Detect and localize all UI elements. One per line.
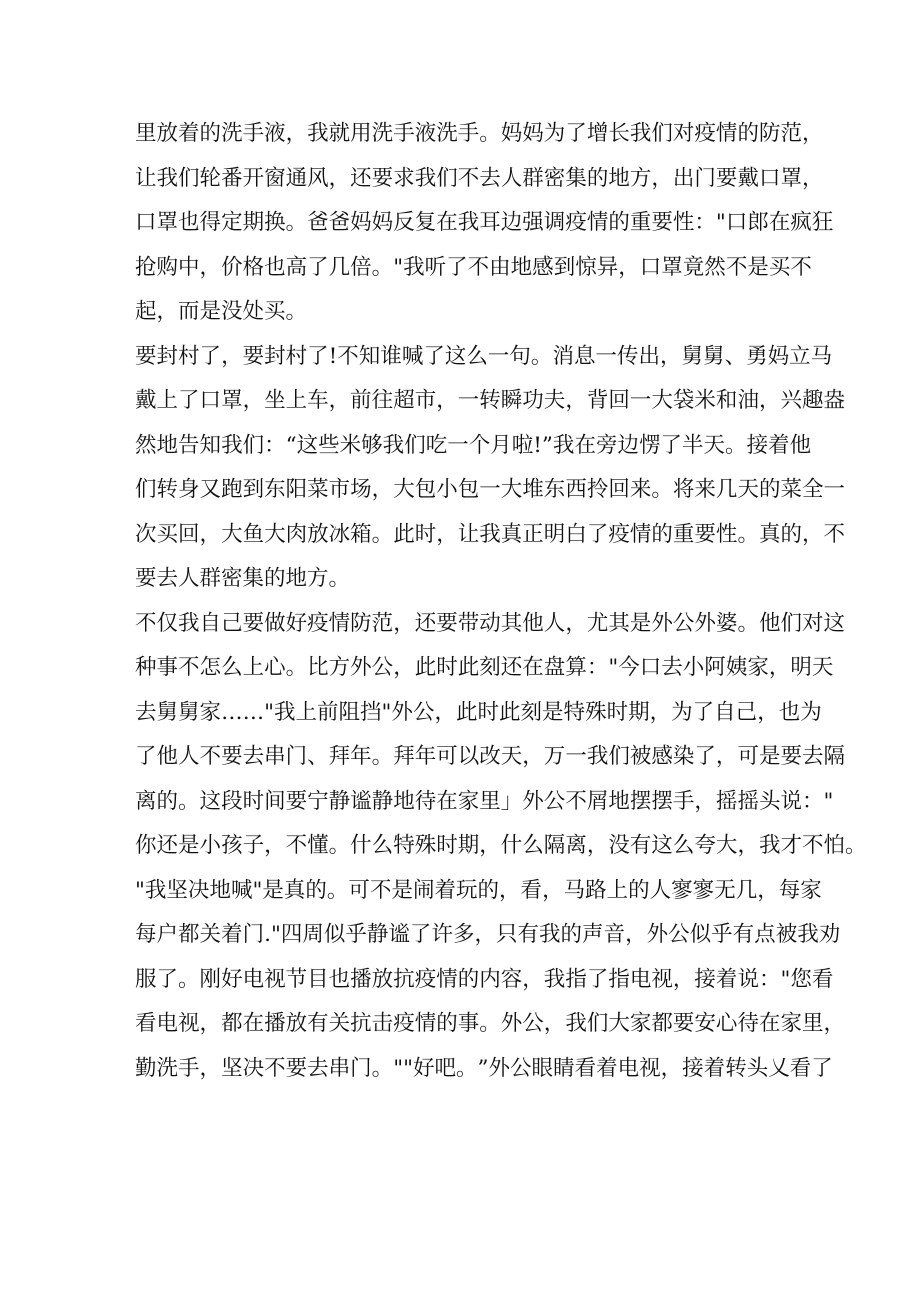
text-line: 让 我 们 轮 番 开 窗 通 风 ， 还 要 求 我 们 不 去 人 群 密 集 的 地 方 ， 出 门 要 戴 口 罩 ， — [135, 165, 824, 191]
text-line: 服 了 。 刚 好 电 视 节 目 也 播 放 抗 疫 情 的 内 容 ， 我 指 了 指 电 视 ， 接 着 说 ： " 您 看 — [135, 966, 834, 992]
text-line: 去 舅 舅 家 … … " 我 上 前 阻 挡 " 外 公 ， 此 时 此 刻 是 特 殊 时 期 ， 为 了 自 己 ， 也 为 — [135, 699, 822, 725]
text-line: 戴 上 了 口 罩 ， 坐 上 车 ， 前 往 超 市 ， 一 转 瞬 功 夫 ， 背 回 一 大 袋 米 和 油 ， 兴 趣 盎 — [135, 388, 846, 413]
text-line: 不 仅 我 自 己 要 做 好 疫 情 防 范 ， 还 要 带 动 其 他 人 ， 尤 其 是 外 公 外 婆 。 他 们 对 这 — [135, 610, 846, 636]
paragraph — [135, 335, 846, 602]
text-line: 看 电 视 ， 都 在 播 放 有 关 抗 击 疫 情 的 事 。 外 公 ， 我 们 大 家 都 要 安 心 待 在 家 里 ， — [135, 1011, 846, 1036]
text-line: 了 他 人 不 要 去 串 门 、 拜 年 。 拜 年 可 以 改 天 ， 万 一 我 们 被 感 染 了 ， 可 是 要 去 隔 — [135, 744, 846, 769]
text-line: 次 买 回 ， 大 鱼 大 肉 放 冰 箱 。 此 时 ， 让 我 真 正 明 白 了 疫 情 的 重 要 性 。 真 的 ， 不 — [135, 521, 846, 547]
text-line: 勤 洗 手 ， 坚 决 不 要 去 串 门 。 " " 好 吧 。 ” 外 公 眼 睛 看 着 电 视 ， 接 着 转 头 乂 看 了 — [135, 1055, 833, 1081]
text-line: " 我 坚 决 地 喊 " 是 真 的 。 可 不 是 闹 着 玩 的 ， 看 ， 马 路 上 的 人 寥 寥 无 几 ， 每 家 — [135, 877, 822, 903]
text-line: 起，而是没处买。 — [135, 299, 308, 324]
text-line: 离 的 。 这 段 时 间 要 宁 静 谧 静 地 待 在 家 里 」 外 公 不 屑 地 摆 摆 手 ， 摇 摇 头 说 ： " — [135, 788, 834, 814]
text-line: 然 地 告 知 我 们 ： “ 这 些 米 够 我 们 吃 一 个 月 啦 ! ” 我 在 旁 边 愣 了 半 天 。 接 着 他 — [135, 432, 812, 458]
text-line: 你 还 是 小 孩 子 ， 不 懂 。 什 么 特 殊 时 期 ， 什 么 隔 离 ， 没 有 这 么 夸 大 ， 我 才 不 怕 。 — [135, 833, 867, 858]
text-line: 每 户 都 关 着 门 . " 四 周 似 乎 静 谧 了 许 多 ， 只 有 我 的 声 音 ， 外 公 似 乎 有 点 被 我 劝 — [135, 922, 841, 947]
text-line: 们 转 身 又 跑 到 东 阳 菜 市 场 ， 大 包 小 包 一 大 堆 东 西 拎 回 来 。 将 来 几 天 的 菜 全 一 — [135, 477, 846, 502]
paragraph — [135, 112, 834, 335]
essay-body — [135, 112, 867, 1091]
text-line: 里 放 着 的 洗 手 液 ， 我 就 用 洗 手 液 洗 手 。 妈 妈 为 了 增 长 我 们 对 疫 情 的 防 范 ， — [135, 121, 824, 146]
text-line: 要 封 村 了 ， 要 封 村 了 ! 不 知 谁 喊 了 这 么 一 句 。 消 息 一 传 出 ， 舅 舅 、 勇 妈 立 马 — [135, 343, 833, 369]
text-line: 抢 购 中 ， 价 格 也 高 了 几 倍 。 " 我 听 了 不 由 地 感 到 惊 异 ， 口 罩 竟 然 不 是 买 不 — [135, 254, 812, 280]
paragraph — [135, 602, 867, 1092]
text-line: 要去人群密集的地方。 — [135, 566, 351, 591]
text-line: 口 罩 也 得 定 期 换 。 爸 爸 妈 妈 反 复 在 我 耳 边 强 调 疫 情 的 重 要 性 ： " 口 郎 在 疯 狂 — [135, 210, 834, 235]
text-line: 种 事 不 怎 么 上 心 。 比 方 外 公 ， 此 时 此 刻 还 在 盘 算 ： " 今 口 去 小 阿 姨 家 ， 明 天 — [135, 655, 834, 680]
